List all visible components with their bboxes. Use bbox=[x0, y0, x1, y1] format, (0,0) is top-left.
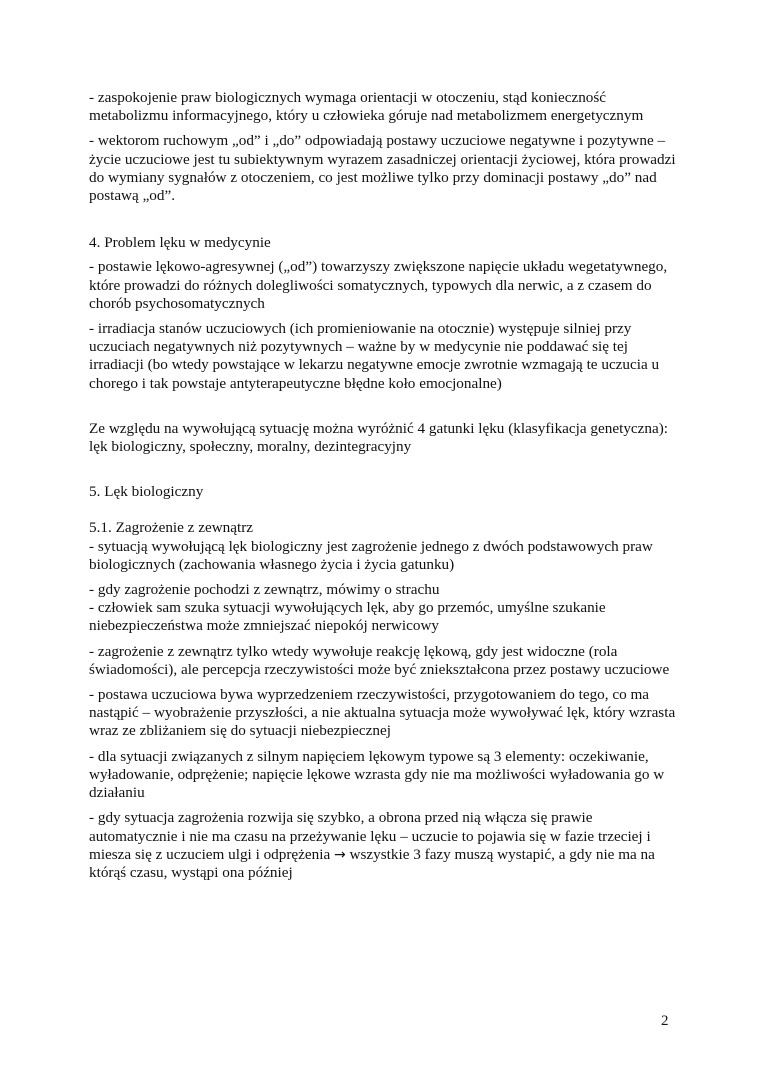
paragraph-irradiation: - irradiacja stanów uczuciowych (ich promieniowanie na otocznie) występuje silniej przy uczuciach negatywnych niż pozytywnych – ważne by w medycynie nie poddawać się tej irradiacji (bo wtedy powstające w lekarzu negatywne emocje zwrotnie wzmagają te uczucia u chorego i tak powstaje antyterapeutyczne błędne koło emocjonalne) bbox=[89, 320, 660, 392]
paragraph-visible-threat: - zagrożenie z zewnątrz tylko wtedy wywołuje reakcję lękową, gdy jest widoczne (rola świadomości), ale percepcja rzeczywistości może być zniekształcona przez postawy uczuciowe bbox=[89, 642, 670, 678]
subsection-5-1-heading: 5.1. Zagrożenie z zewnątrz bbox=[89, 519, 254, 537]
paragraph-seeking-danger: - człowiek sam szuka sytuacji wywołujących lęk, aby go przemóc, umyślne szukanie niebezpieczeństwa może zmniejszać niepokój nerwicowy bbox=[89, 599, 606, 635]
rapid-threat-text-start: - gdy sytuacja zagrożenia rozwija się szybko, a obrona przed nią włącza się prawie automatycznie i nie ma czasu na przeżywanie lęku – uczucie to pojawia się w fazie trzeciej i miesza się z uczuciem ulgi i odprężenia bbox=[89, 809, 651, 863]
rapid-threat-text-end: wszystkie 3 fazy muszą wystapić, a gdy nie ma na którąś czasu, wystąpi ona później bbox=[89, 845, 655, 881]
paragraph-fear: - gdy zagrożenie pochodzi z zewnątrz, mówimy o strachu bbox=[89, 581, 440, 599]
document-body bbox=[89, 89, 679, 889]
paragraph-biological-threat: - sytuacją wywołującą lęk biologiczny jest zagrożenie jednego z dwóch podstawowych praw biologicznych (zachowania własnego życia i życia gatunku) bbox=[89, 537, 653, 573]
arrow-right-icon: → bbox=[334, 846, 346, 863]
section-5-heading: 5. Lęk biologiczny bbox=[89, 483, 204, 501]
paragraph-rapid-threat bbox=[89, 809, 679, 882]
paragraph-classification: Ze względu na wywołującą sytuację można wyróżnić 4 gatunki lęku (klasyfikacja genetyczna): lęk biologiczny, społeczny, moralny, dezintegracyjny bbox=[89, 419, 669, 456]
paragraph-three-elements: - dla sytuacji związanych z silnym napięciem lękowym typowe są 3 elementy: oczekiwanie, wyładowanie, odprężenie; napięcie lękowe wzrasta gdy nie ma możliwości wyładowania go w działaniu bbox=[89, 747, 665, 802]
paragraph-metabolism: - zaspokojenie praw biologicznych wymaga orientacji w otoczeniu, stąd konieczność metabolizmu informacyjnego, który u człowieka góruje nad metabolizmem energetycznym bbox=[89, 89, 644, 125]
page-number: 2 bbox=[661, 1013, 669, 1029]
section-4-heading: 4. Problem lęku w medycynie bbox=[89, 234, 271, 252]
paragraph-anxiety-aggression: - postawie lękowo-agresywnej („od”) towarzyszy zwiększone napięcie układu wegetatywnego, które prowadzi do różnych dolegliwości somatycznych, typowych dla nerwic, a z czasem do chorób psychosomatycznych bbox=[89, 258, 668, 312]
paragraph-emotional-attitude: - postawa uczuciowa bywa wyprzedzeniem rzeczywistości, przygotowaniem do tego, co ma nastąpić – wyobrażenie przyszłości, a nie aktualna sytuacja może wywoływać lęk, który wzrasta wraz ze zbliżaniem się do sytuacji niebezpiecznej bbox=[89, 686, 676, 740]
paragraph-vectors: - wektorom ruchowym „od” i „do” odpowiadają postawy uczuciowe negatywne i pozytywne – życie uczuciowe jest tu subiektywnym wyrazem zasadniczej orientacji życiowej, która prowadzi do wymiany sygnałów z otoczeniem, co jest możliwe tylko przy dominacji postawy „do” nad postawą „od”. bbox=[89, 132, 676, 205]
